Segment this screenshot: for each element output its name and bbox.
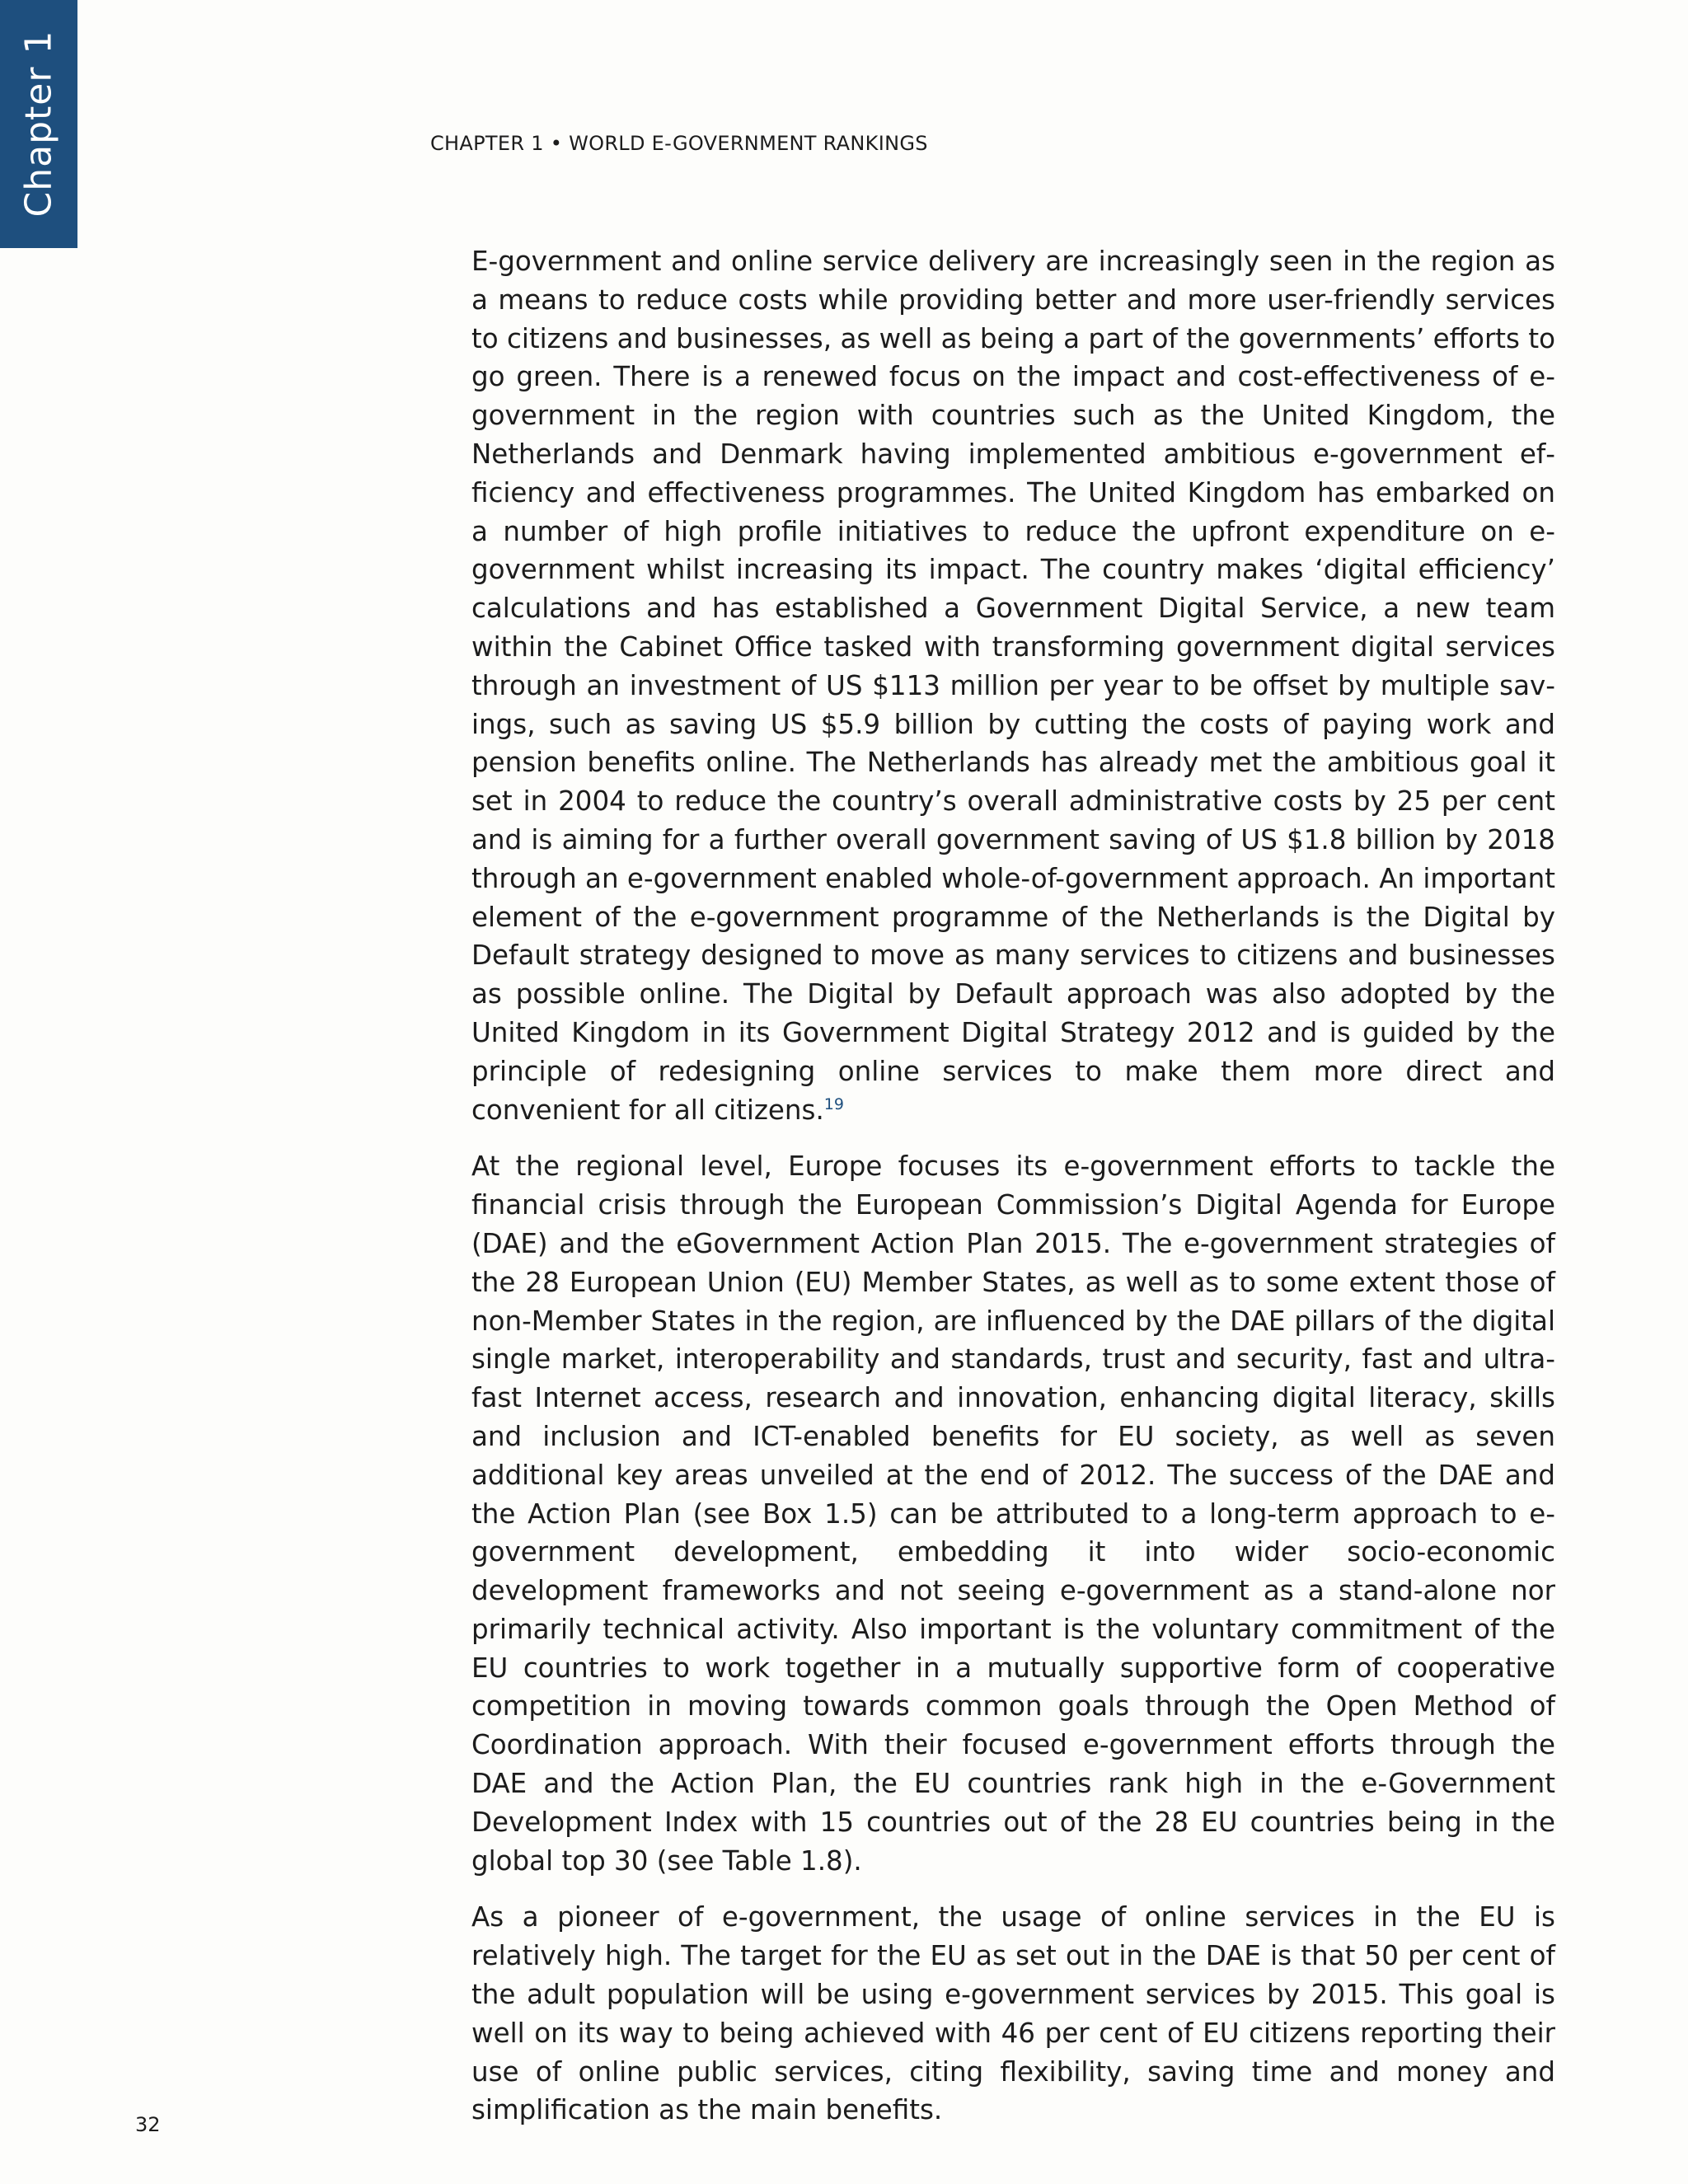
paragraph-text: At the regional level, Europe focuses its e-government efforts to tackle the financial crisis through the European Commission’s Digital Agenda for Europe (DAE) and the eGovernment Action Plan 2015. The e-government strategies of the 28 European Union (EU) Member States, as well as to some extent those of non-Member States in the region, are influenced by the DAE pillars of the digital single market, interoperability and standards, trust and security, fast and ultra-fast Internet access, research and innovation, enhancing digital literacy, skills and inclusion and ICT-enabled benefits for EU society, as well as seven additional key areas unveiled at the end of 2012. The success of the DAE and the Action Plan (see Box 1.5) can be attributed to a long-term approach to e-government development, embedding it into wider socio-economic development frameworks and not seeing e-government as a stand-alone nor primarily technical activity. Also important is the voluntary commitment of the EU countries to work together in a mutually supportive form of cooperative competition in moving towards common goals through the Open Method of Coordination approach. With their focused e-government efforts through the DAE and the Action Plan, the EU countries rank high in the e-Government Development Index with 15 countries out of the 28 EU countries being in the global top 30 (see Table 1.8). [471,1151,1555,1877]
paragraph [471,242,1555,1129]
paragraph-text: E-government and online service delivery are increasingly seen in the region as a means to reduce costs while providing better and more user-friendly services to citizens and businesses, as well as being a part of the governments’ efforts to go green. There is a renewed focus on the impact and cost-effectiveness of e-government in the region with countries such as the United Kingdom, the Netherlands and Denmark having implemented ambitious e-government efficiency and effectiveness programmes. The United Kingdom has embarked on a number of high profile initiatives to reduce the upfront expenditure on e-government whilst increasing its impact. The country makes ‘digital efficiency’ calculations and has established a Government Digital Service, a new team within the Cabinet Office tasked with transforming government digital services through an investment of US $113 million per year to be offset by multiple savings, such as saving US $5.9 billion by cutting the costs of paying work and pension benefits online. The Netherlands has already met the ambitious goal it set in 2004 to reduce the country’s overall administrative costs by 25 per cent and is aiming for a further overall government saving of US $1.8 billion by 2018 through an e-government enabled whole-of-government approach. An important element of the e-government programme of the Netherlands is the Digital by Default strategy designed to move as many services to citizens and businesses as possible online. The Digital by Default approach was also adopted by the United Kingdom in its Government Digital Strategy 2012 and is guided by the principle of redesigning online services to make them more direct and convenient for all citizens. [471,246,1555,1126]
paragraph [471,1147,1555,1880]
running-header: CHAPTER 1 • WORLD E-GOVERNMENT RANKINGS [430,132,928,155]
paragraph-text: As a pioneer of e-government, the usage of online services in the EU is relatively high. The target for the EU as set out in the DAE is that 50 per cent of the adult population will be using e-government services by 2015. This goal is well on its way to being achieved with 46 per cent of EU citizens reporting their use of online public services, citing flexibility, saving time and money and simplification as the main benefits. [471,1901,1555,2126]
footnote-reference[interactable]: 19 [823,1094,844,1113]
body-text [471,242,1555,2148]
chapter-tab [0,0,77,248]
paragraph [471,1898,1555,2130]
chapter-tab-label: Chapter 1 [17,30,60,218]
page-number: 32 [135,2113,161,2136]
